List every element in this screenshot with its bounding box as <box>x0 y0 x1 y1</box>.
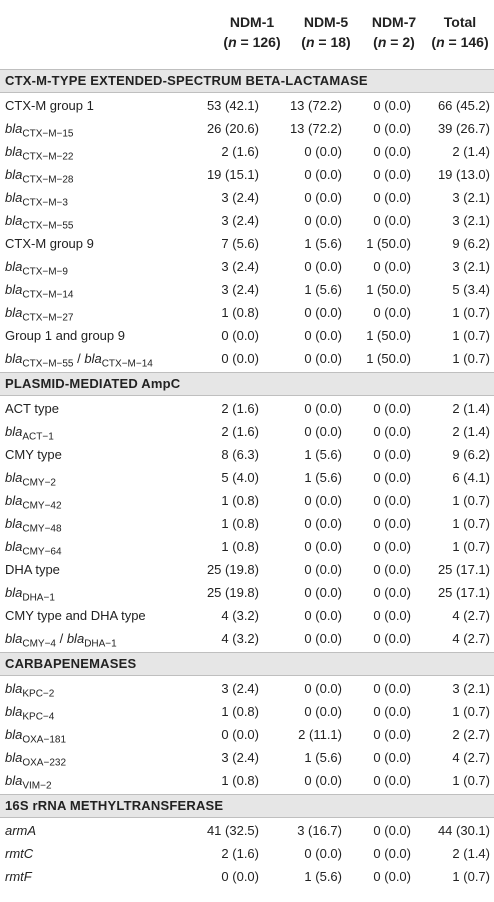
col-header-total: Total (n = 146) <box>431 14 489 50</box>
cell-value: 0 (0.0) <box>373 167 411 182</box>
cell-value: 0 (0.0) <box>373 121 411 136</box>
cell-value: 44 (30.1) <box>437 823 490 838</box>
table-row <box>0 164 494 187</box>
cell-value: 0 (0.0) <box>373 424 411 439</box>
cell-value: 0 (0.0) <box>373 846 411 861</box>
cell-value: 0 (0.0) <box>373 681 411 696</box>
cell-value: 0 (0.0) <box>373 631 411 646</box>
table-row <box>0 421 494 444</box>
section-header <box>0 69 494 93</box>
cell-value: 8 (6.3) <box>221 447 259 462</box>
section-header <box>0 794 494 818</box>
cell-value: 3 (2.1) <box>452 259 490 274</box>
table-row <box>0 605 494 628</box>
cell-value: 0 (0.0) <box>373 773 411 788</box>
cell-value: 4 (3.2) <box>221 608 259 623</box>
cell-value: 13 (72.2) <box>289 121 342 136</box>
cell-value: 6 (4.1) <box>452 470 490 485</box>
cell-value: 5 (4.0) <box>221 470 259 485</box>
cell-value: 0 (0.0) <box>373 727 411 742</box>
table-row <box>0 536 494 559</box>
table-row <box>0 513 494 536</box>
table-row <box>0 701 494 724</box>
cell-value: 0 (0.0) <box>373 516 411 531</box>
col-header-ndm5: NDM-5 (n = 18) <box>301 14 351 50</box>
table-row <box>0 348 494 371</box>
cell-value: 0 (0.0) <box>221 328 259 343</box>
row-label: bla$_{CMY-2}$ <box>5 470 56 489</box>
row-label: CMY type and DHA type <box>5 608 146 623</box>
row-label: bla$_{CTX-M-15}$ <box>5 121 74 140</box>
table-row <box>0 233 494 256</box>
cell-value: 25 (19.8) <box>206 562 259 577</box>
table-row <box>0 467 494 490</box>
table-row <box>0 444 494 467</box>
cell-value: 25 (17.1) <box>437 585 490 600</box>
cell-value: 4 (2.7) <box>452 750 490 765</box>
cell-value: 1 (0.7) <box>452 328 490 343</box>
cell-value: 0 (0.0) <box>304 773 342 788</box>
cell-value: 19 (13.0) <box>437 167 490 182</box>
col-header-ndm1: NDM-1 (n = 126) <box>223 14 281 50</box>
cell-value: 0 (0.0) <box>373 608 411 623</box>
cell-value: 0 (0.0) <box>373 305 411 320</box>
cell-value: 0 (0.0) <box>304 493 342 508</box>
cell-value: 4 (2.7) <box>452 608 490 623</box>
table-row <box>0 582 494 605</box>
cell-value: 9 (6.2) <box>452 447 490 462</box>
cell-value: 2 (11.1) <box>298 727 342 742</box>
cell-value: 2 (1.6) <box>221 846 259 861</box>
cell-value: 0 (0.0) <box>304 144 342 159</box>
cell-value: 25 (19.8) <box>206 585 259 600</box>
cell-value: 7 (5.6) <box>221 236 259 251</box>
cell-value: 1 (0.7) <box>452 539 490 554</box>
section-title: CARBAPENEMASES <box>5 656 137 671</box>
cell-value: 0 (0.0) <box>304 351 342 366</box>
cell-value: 2 (1.4) <box>452 424 490 439</box>
cell-value: 0 (0.0) <box>373 401 411 416</box>
cell-value: 0 (0.0) <box>304 401 342 416</box>
cell-value: 2 (1.4) <box>452 846 490 861</box>
cell-value: 4 (2.7) <box>452 631 490 646</box>
cell-value: 0 (0.0) <box>304 608 342 623</box>
cell-value: 1 (50.0) <box>366 282 411 297</box>
row-label: bla$_{KPC-2}$ <box>5 681 55 700</box>
table-row <box>0 559 494 582</box>
cell-value: 0 (0.0) <box>304 562 342 577</box>
row-label: CMY type <box>5 447 62 462</box>
table-row <box>0 820 494 843</box>
cell-value: 1 (5.6) <box>304 236 342 251</box>
table-row <box>0 628 494 651</box>
row-label: Group 1 and group 9 <box>5 328 125 343</box>
cell-value: 3 (2.1) <box>452 213 490 228</box>
cell-value: 1 (5.6) <box>304 750 342 765</box>
cell-value: 41 (32.5) <box>206 823 259 838</box>
cell-value: 1 (0.8) <box>221 704 259 719</box>
cell-value: 2 (2.7) <box>452 727 490 742</box>
cell-value: 0 (0.0) <box>373 562 411 577</box>
cell-value: 0 (0.0) <box>304 167 342 182</box>
row-label: bla$_{VIM-2}$ <box>5 773 52 792</box>
row-label: bla$_{CTX-M-14}$ <box>5 282 74 301</box>
row-label: rmtF <box>5 869 32 884</box>
cell-value: 3 (2.4) <box>221 750 259 765</box>
cell-value: 1 (0.7) <box>452 773 490 788</box>
cell-value: 39 (26.7) <box>437 121 490 136</box>
cell-value: 0 (0.0) <box>373 823 411 838</box>
row-label: armA <box>5 823 37 838</box>
cell-value: 0 (0.0) <box>304 190 342 205</box>
cell-value: 0 (0.0) <box>304 213 342 228</box>
cell-value: 2 (1.6) <box>221 401 259 416</box>
cell-value: 0 (0.0) <box>304 424 342 439</box>
cell-value: 0 (0.0) <box>221 351 259 366</box>
table-row <box>0 843 494 866</box>
cell-value: 1 (0.7) <box>452 516 490 531</box>
row-label: ACT type <box>5 401 59 416</box>
cell-value: 0 (0.0) <box>373 144 411 159</box>
table-row <box>0 95 494 118</box>
cell-value: 0 (0.0) <box>304 704 342 719</box>
cell-value: 1 (5.6) <box>304 470 342 485</box>
cell-value: 0 (0.0) <box>221 727 259 742</box>
cell-value: 0 (0.0) <box>304 585 342 600</box>
cell-value: 19 (15.1) <box>206 167 259 182</box>
cell-value: 3 (2.4) <box>221 282 259 297</box>
cell-value: 5 (3.4) <box>452 282 490 297</box>
cell-value: 1 (5.6) <box>304 447 342 462</box>
cell-value: 25 (17.1) <box>437 562 490 577</box>
cell-value: 0 (0.0) <box>373 213 411 228</box>
table-row <box>0 678 494 701</box>
cell-value: 0 (0.0) <box>373 704 411 719</box>
cell-value: 9 (6.2) <box>452 236 490 251</box>
cell-value: 1 (0.7) <box>452 351 490 366</box>
table-row <box>0 210 494 233</box>
section-title: PLASMID-MEDIATED AmpC <box>5 376 181 391</box>
cell-value: 0 (0.0) <box>373 585 411 600</box>
cell-value: 1 (0.7) <box>452 493 490 508</box>
cell-value: 1 (50.0) <box>366 236 411 251</box>
row-label: CTX-M group 9 <box>5 236 94 251</box>
cell-value: 0 (0.0) <box>304 539 342 554</box>
cell-value: 0 (0.0) <box>373 470 411 485</box>
cell-value: 1 (0.7) <box>452 869 490 884</box>
row-label: bla$_{CTX-M-3}$ <box>5 190 68 209</box>
cell-value: 3 (2.4) <box>221 681 259 696</box>
row-label: bla$_{CTX-M-27}$ <box>5 305 74 324</box>
table-row <box>0 747 494 770</box>
row-label: bla$_{OXA-181}$ <box>5 727 67 746</box>
row-label: CTX-M group 1 <box>5 98 94 113</box>
cell-value: 2 (1.4) <box>452 401 490 416</box>
cell-value: 2 (1.4) <box>452 144 490 159</box>
cell-value: 0 (0.0) <box>373 447 411 462</box>
cell-value: 1 (0.8) <box>221 539 259 554</box>
table-row <box>0 256 494 279</box>
row-label: bla$_{CTX-M-28}$ <box>5 167 74 186</box>
table-row <box>0 302 494 325</box>
cell-value: 3 (2.4) <box>221 213 259 228</box>
cell-value: 1 (0.8) <box>221 516 259 531</box>
table-row <box>0 770 494 793</box>
row-label: bla$_{CTX-M-55}$ / bla$_{CTX-M-14}$ <box>5 351 153 370</box>
table-row <box>0 118 494 141</box>
cell-value: 1 (0.8) <box>221 493 259 508</box>
table-row <box>0 490 494 513</box>
cell-value: 1 (0.7) <box>452 704 490 719</box>
cell-value: 0 (0.0) <box>304 305 342 320</box>
table-row <box>0 325 494 348</box>
row-label: bla$_{KPC-4}$ <box>5 704 55 723</box>
row-label: bla$_{DHA-1}$ <box>5 585 55 604</box>
cell-value: 3 (2.4) <box>221 190 259 205</box>
col-header-ndm7: NDM-7 (n = 2) <box>371 14 417 50</box>
row-label: bla$_{CMY-42}$ <box>5 493 62 512</box>
cell-value: 0 (0.0) <box>304 631 342 646</box>
cell-value: 1 (5.6) <box>304 282 342 297</box>
row-label: DHA type <box>5 562 60 577</box>
cell-value: 1 (0.8) <box>221 773 259 788</box>
row-label: bla$_{CMY-64}$ <box>5 539 62 558</box>
cell-value: 3 (16.7) <box>297 823 342 838</box>
cell-value: 2 (1.6) <box>221 144 259 159</box>
cell-value: 1 (0.8) <box>221 305 259 320</box>
section-header <box>0 372 494 396</box>
cell-value: 53 (42.1) <box>206 98 259 113</box>
row-label: bla$_{CTX-M-55}$ <box>5 213 74 232</box>
cell-value: 13 (72.2) <box>289 98 342 113</box>
cell-value: 0 (0.0) <box>373 750 411 765</box>
cell-value: 1 (0.7) <box>452 305 490 320</box>
cell-value: 0 (0.0) <box>373 869 411 884</box>
cell-value: 66 (45.2) <box>437 98 490 113</box>
table-row <box>0 866 494 889</box>
cell-value: 0 (0.0) <box>373 539 411 554</box>
table-row <box>0 398 494 421</box>
cell-value: 0 (0.0) <box>373 493 411 508</box>
row-label: rmtC <box>5 846 34 861</box>
cell-value: 2 (1.6) <box>221 424 259 439</box>
cell-value: 1 (5.6) <box>304 869 342 884</box>
cell-value: 4 (3.2) <box>221 631 259 646</box>
row-label: bla$_{CMY-4}$ / bla$_{DHA-1}$ <box>5 631 117 650</box>
row-label: bla$_{CTX-M-9}$ <box>5 259 68 278</box>
cell-value: 0 (0.0) <box>304 259 342 274</box>
row-label: bla$_{CMY-48}$ <box>5 516 62 535</box>
cell-value: 26 (20.6) <box>206 121 259 136</box>
cell-value: 0 (0.0) <box>373 259 411 274</box>
cell-value: 0 (0.0) <box>373 190 411 205</box>
table-row <box>0 141 494 164</box>
cell-value: 3 (2.1) <box>452 190 490 205</box>
section-title: 16S rRNA METHYLTRANSFERASE <box>5 798 224 813</box>
table-row <box>0 187 494 210</box>
cell-value: 0 (0.0) <box>373 98 411 113</box>
cell-value: 3 (2.1) <box>452 681 490 696</box>
row-label: bla$_{CTX-M-22}$ <box>5 144 74 163</box>
table-row <box>0 724 494 747</box>
cell-value: 1 (50.0) <box>366 351 411 366</box>
cell-value: 0 (0.0) <box>304 516 342 531</box>
cell-value: 0 (0.0) <box>304 846 342 861</box>
cell-value: 0 (0.0) <box>221 869 259 884</box>
section-title: CTX-M-TYPE EXTENDED-SPECTRUM BETA-LACTAMASE <box>5 73 368 88</box>
table-row <box>0 279 494 302</box>
cell-value: 3 (2.4) <box>221 259 259 274</box>
table-header <box>0 0 494 70</box>
row-label: bla$_{ACT-1}$ <box>5 424 54 443</box>
row-label: bla$_{OXA-232}$ <box>5 750 67 769</box>
section-header <box>0 652 494 676</box>
cell-value: 0 (0.0) <box>304 681 342 696</box>
cell-value: 0 (0.0) <box>304 328 342 343</box>
cell-value: 1 (50.0) <box>366 328 411 343</box>
